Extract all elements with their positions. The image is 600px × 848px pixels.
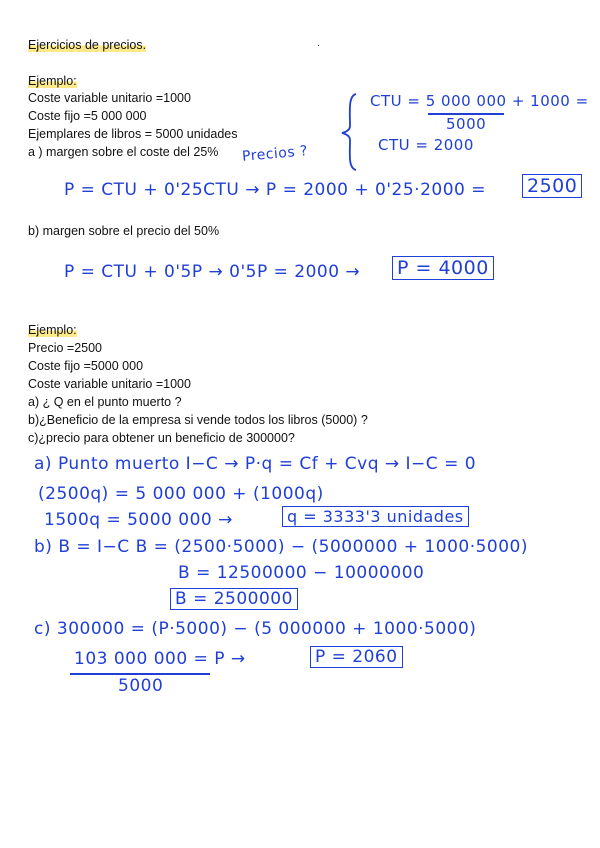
- example2-a-line1: a) Punto muerto I−C → P·q = Cf + Cvq → I−C = 0: [34, 454, 477, 474]
- example2-c-fraction-bar: [70, 673, 210, 675]
- page-title-text: Ejercicios de precios.: [28, 38, 147, 52]
- example1-line: Coste fijo =5 000 000: [28, 109, 147, 123]
- example1-a-equation: P = CTU + 0'25CTU → P = 2000 + 0'25·2000 =: [64, 180, 486, 200]
- example2-c-line2-numerator: 103 000 000 = P →: [74, 649, 246, 669]
- example2-c-line3-denominator: 5000: [118, 676, 164, 696]
- page-title: [28, 36, 146, 54]
- example2-a-line2: (2500q) = 5 000 000 + (1000q): [38, 484, 324, 504]
- example2-b-line1: b) B = I−C B = (2500·5000) − (5000000 + 1000·5000): [34, 537, 528, 557]
- example1-heading: [28, 72, 77, 90]
- example2-line: Coste fijo =5000 000: [28, 359, 144, 373]
- example2-b-result: B = 2500000: [170, 588, 298, 610]
- example1-part-b: b) margen sobre el precio del 50%: [28, 224, 220, 238]
- ctu-result: CTU = 2000: [378, 136, 474, 154]
- example2-line: Coste variable unitario =1000: [28, 377, 191, 391]
- example1-line: a ) margen sobre el coste del 25%: [28, 145, 219, 159]
- example1-b-equation: P = CTU + 0'5P → 0'5P = 2000 →: [64, 262, 361, 282]
- stray-dot: [318, 45, 319, 46]
- example2-c-result: P = 2060: [310, 646, 403, 668]
- example2-line: c)¿precio para obtener un beneficio de 300000?: [28, 431, 295, 445]
- example2-heading-text: Ejemplo:: [28, 323, 77, 337]
- example2-line: Precio =2500: [28, 341, 103, 355]
- example2-c-line1: c) 300000 = (P·5000) − (5 000000 + 1000·5000): [34, 619, 477, 639]
- example1-line: Ejemplares de libros = 5000 unidades: [28, 127, 238, 141]
- example1-b-result: P = 4000: [392, 256, 494, 280]
- precios-note: Precios ?: [241, 143, 309, 165]
- ctu-fraction-numerator: CTU = 5 000 000 + 1000 =: [370, 92, 589, 110]
- example2-a-line3: 1500q = 5000 000 →: [44, 510, 233, 530]
- ctu-fraction-denominator: 5000: [446, 115, 487, 133]
- example1-heading-text: Ejemplo:: [28, 74, 77, 88]
- example1-a-result: 2500: [522, 174, 582, 198]
- example2-heading: [28, 321, 77, 339]
- example1-line: Coste variable unitario =1000: [28, 91, 191, 105]
- example2-line: a) ¿ Q en el punto muerto ?: [28, 395, 182, 409]
- example2-b-line2: B = 12500000 − 10000000: [178, 563, 425, 583]
- example2-a-result: q = 3333'3 unidades: [282, 506, 469, 527]
- curly-brace: [340, 92, 362, 172]
- example2-line: b)¿Beneficio de la empresa si vende todos los libros (5000) ?: [28, 413, 368, 427]
